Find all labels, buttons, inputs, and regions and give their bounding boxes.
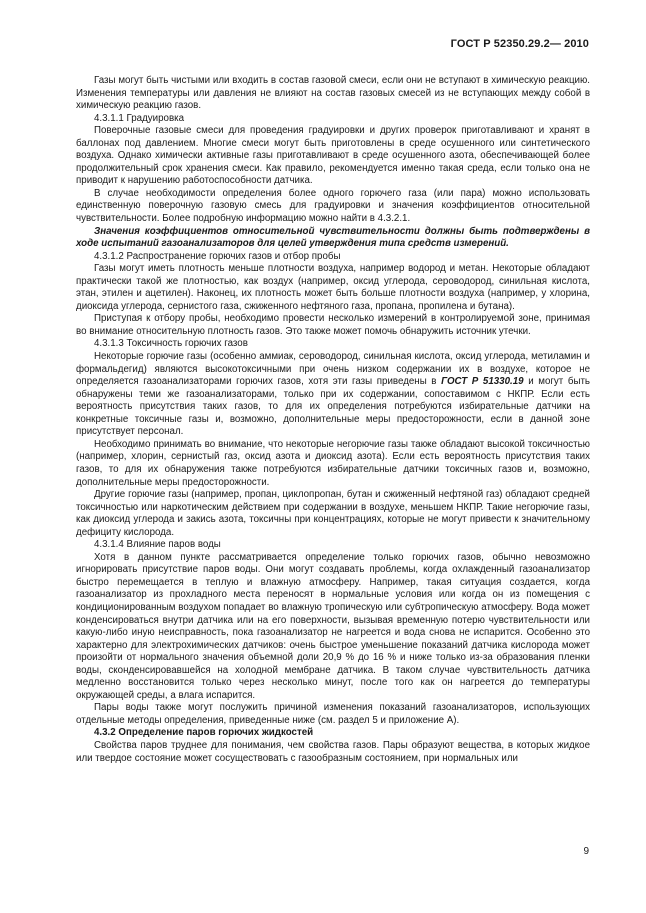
section-heading-4-3-2: 4.3.2 Определение паров горючих жидкостей xyxy=(94,727,314,739)
section-heading-4-3-1-3: 4.3.1.3 Токсичность горючих газов xyxy=(94,338,248,350)
paragraph: Хотя в данном пункте рассматривается определение только горючих газов, обычно невозможно игнорировать присутствие паров воды. Они могут создавать проблемы, когда охлажденный газоанализатор быстро перемещается в теплую и влажную атмосферу. Например, такая ситуация создается, когда газоанализатор из прохладного места переносят в нормальные условия или когда он из помещения с кондиционированным воздухом попадает во влажную тропическую или субтропическую атмосферу. Вода может конденсироваться внутри датчика или на его поверхности, вызывая временную потерю чувствительности или какую-либо иную неисправность, пока газоанализатор не нагреется и вода снова не испарится. Особенно это характерно для электрохимических датчиков: очень быстрое уменьшение показаний датчика кислорода может произойти от нормального значения объемной доли 20,9 % до 16 % и ниже только из-за образования пленки воды, сконденсировавшейся на холодной мембране датчика. В таком случае чувствительность датчика медленно восстановится только через несколько минут, после того как он нагреется до температуры окружающей среды, а влага испарится. xyxy=(76,551,590,701)
paragraph: Свойства паров труднее для понимания, чем свойства газов. Пары образуют вещества, в которых жидкое или твердое состояние может сосуществовать с газообразным состоянием, при нормальных или xyxy=(76,739,590,764)
page-body xyxy=(76,75,590,765)
paragraph xyxy=(76,351,590,439)
paragraph: Другие горючие газы (например, пропан, циклопропан, бутан и сжиженный нефтяной газ) обладают средней токсичностью или наркотическим действием при содержании в воздухе, меньшем НКПР. Такие негорючие газы, как диоксид углерода и закись азота, токсичны при концентрациях, которые не могут привести к значительному дефициту кислорода. xyxy=(76,489,590,538)
section-heading-4-3-1-1: 4.3.1.1 Градуировка xyxy=(94,112,185,124)
section-heading-4-3-1-2: 4.3.1.2 Распространение горючих газов и отбор пробы xyxy=(94,250,341,262)
paragraph: Приступая к отбору пробы, необходимо провести несколько измерений в контролируемой зоне, принимая во внимание относительную плотность газов. Это также может помочь обнаружить источник утечки. xyxy=(76,313,590,337)
paragraph: Газы могут быть чистыми или входить в состав газовой смеси, если они не вступают в химическую реакцию. Изменения температуры или давления не влияют на состав газовых смесей из не вступающих между собой в химическую реакцию газов. xyxy=(76,75,590,112)
paragraph: Поверочные газовые смеси для проведения градуировки и других проверок приготавливают и хранят в баллонах под давлением. Многие смеси могут быть приготовлены в среде осушенного или синтетического воздуха. Однако химически активные газы приготавливают в среде осушенного азота, обеспечивающей более продолжительный срок хранения смеси. Как правило, рекомендуется именно такая среда, если только она не приводит к нарушению работоспособности датчика. xyxy=(76,125,590,187)
section-heading-4-3-1-4: 4.3.1.4 Влияние паров воды xyxy=(94,539,221,551)
paragraph: Пары воды также могут послужить причиной изменения показаний газоанализаторов, использующих отдельные методы определения, приведенные ниже (см. раздел 5 и приложение А). xyxy=(76,702,590,726)
paragraph-text: и могут быть обнаружены теми же газоанализаторами, только при их содержании, сопоставимом с НКПР. Если есть вероятность присутствия таких газов, то для их определения потребуются избирательные датчики на конкретные токсичные газы и, возможно, дополнительные меры предосторожности, если в данной зоне присутствует персонал. xyxy=(76,376,591,438)
paragraph: Газы могут иметь плотность меньше плотности воздуха, например водород и метан. Некоторые обладают практически такой же плотностью, как воздух (например, оксид углерода, сероводород, синильная кислота, этан, этилен и ацетилен). Наконец, их плотность может быть больше плотности воздуха (например, у хлорина, диоксида углерода, сернистого газа, сжиженного нефтяного газа, пропана, пропилена и бутана). xyxy=(76,263,590,312)
paragraph: В случае необходимости определения более одного горючего газа (или пара) можно использовать единственную поверочную газовую смесь для градуировки и значения коэффициентов относительной чувствительности. Более подробную информацию можно найти в 4.3.2.1. xyxy=(76,187,590,225)
paragraph: Необходимо принимать во внимание, что некоторые негорючие газы также обладают высокой токсичностью (например, хлорин, сернистый газ, оксид азота и диоксид азота). Если есть вероятность присутствия таких газов, то для их обнаружения также потребуются избирательные датчики токсичных газов и, возможно, дополнительные меры предосторожности. xyxy=(76,438,590,488)
standard-reference: ГОСТ Р 51330.19 xyxy=(441,376,524,388)
document-header: ГОСТ Р 52350.29.2— 2010 xyxy=(450,38,589,50)
paragraph-text: Некоторые горючие газы (особенно аммиак, сероводород, синильная кислота, оксид углерода, метиламин и формальдегид) являются высокотоксичными при очень низком содержании их в воздухе, которое не определяется газоанализаторами горючих газов, хотя эти газы приведены в xyxy=(76,351,590,388)
emphasized-requirement: Значения коэффициентов относительной чувствительности должны быть подтверждены в ходе испытаний газоанализаторов для целей утверждения типа средств измерений. xyxy=(76,225,590,250)
page-number: 9 xyxy=(583,846,589,857)
